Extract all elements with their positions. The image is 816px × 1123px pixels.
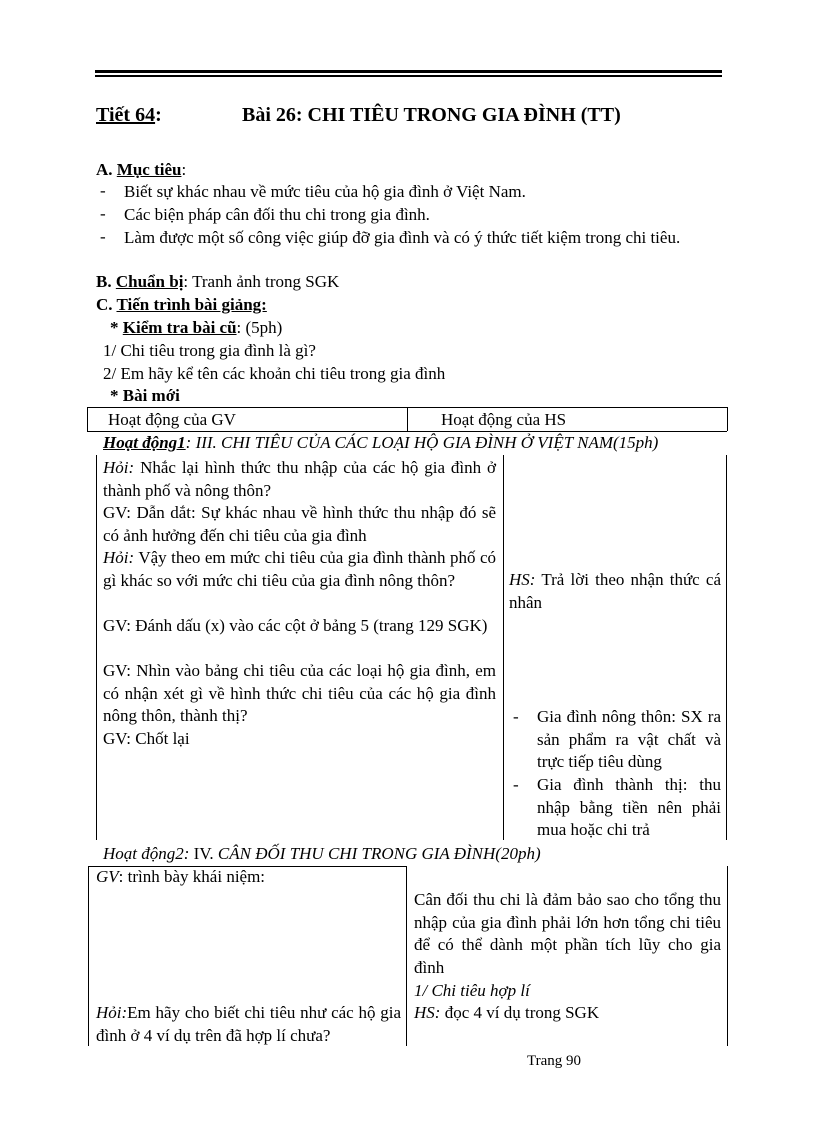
act2-gv-concept-text: : trình bày khái niệm: bbox=[118, 867, 266, 886]
activity-2-roman: IV. bbox=[189, 844, 218, 863]
act1-hs-answer bbox=[509, 569, 721, 614]
section-b-label: B. bbox=[96, 272, 116, 291]
table-line bbox=[406, 866, 407, 1046]
activity-2-title: CÂN ĐỐI THU CHI TRONG GIA ĐÌNH(20ph) bbox=[217, 844, 541, 863]
act2-hs-subheading: 1/ Chi tiêu hợp lí bbox=[414, 981, 530, 1000]
section-b bbox=[96, 271, 339, 293]
activity-2-label: Hoạt động2: bbox=[103, 844, 190, 863]
section-a-heading bbox=[96, 159, 186, 181]
question-lead: Hỏi: bbox=[96, 1003, 128, 1022]
act2-gv-concept bbox=[96, 866, 401, 889]
act1-gv-question-2 bbox=[103, 547, 496, 592]
act2-hs-read-text: đọc 4 ví dụ trong SGK bbox=[440, 1003, 600, 1022]
activity-2-heading bbox=[103, 843, 541, 865]
activity-1-label: Hoạt động1 bbox=[103, 433, 186, 452]
table-line bbox=[96, 455, 97, 840]
lesson-title: Bài 26: CHI TIÊU TRONG GIA ĐÌNH (TT) bbox=[242, 104, 621, 126]
activity-1-title: : III. CHI TIÊU CỦA CÁC LOẠI HỘ GIA ĐÌNH Ở VIỆT NAM(15ph) bbox=[185, 433, 659, 452]
act1-gv-conclusion: GV: Chốt lại bbox=[103, 729, 190, 748]
question-2: 2/ Em hãy kể tên các khoản chi tiêu trong gia đình bbox=[103, 364, 446, 383]
act1-gv-mark-table: GV: Đánh dấu (x) vào các cột ở bảng 5 (trang 129 SGK) bbox=[103, 616, 488, 635]
act1-hs-rural: Gia đình nông thôn: SX ra sản phẩm ra vật chất và trực tiếp tiêu dùng bbox=[537, 707, 721, 772]
act1-gv-question-1-text: Nhắc lại hình thức thu nhập của các hộ gia đình ở thành phố và nông thôn? bbox=[103, 458, 496, 500]
act1-hs-urban: Gia đình thành thị: thu nhập bằng tiền nên phải mua hoặc chi trả bbox=[537, 775, 721, 840]
act1-gv-question-1 bbox=[103, 457, 496, 502]
act2-gv-question-text: Em hãy cho biết chi tiêu như các hộ gia đình ở 4 ví dụ trên đã hợp lí chưa? bbox=[96, 1003, 401, 1045]
section-a-label: A. bbox=[96, 160, 117, 179]
act1-gv-question-2-text: Vậy theo em mức chi tiêu của gia đình thành phố có gì khác so với mức chi tiêu của gia đình nông thôn? bbox=[103, 548, 496, 590]
act1-gv-lead-in: GV: Dẫn dắt: Sự khác nhau về hình thức thu nhập đó sẽ có ảnh hưởng đến chi tiêu của gia đình bbox=[103, 503, 496, 545]
old-lesson-text: : (5ph) bbox=[236, 318, 283, 337]
section-a-title: Mục tiêu bbox=[116, 160, 182, 179]
top-rule-thin bbox=[95, 75, 722, 77]
objective-1: Biết sự khác nhau về mức tiêu của hộ gia đình ở Việt Nam. bbox=[124, 182, 526, 201]
column-hs-header: Hoạt động của HS bbox=[441, 410, 567, 429]
act2-hs-read bbox=[414, 1002, 721, 1025]
section-c-label: C. bbox=[96, 295, 117, 314]
bullet-dash: - bbox=[100, 227, 106, 246]
page-number: Trang 90 bbox=[527, 1053, 582, 1069]
question-1: 1/ Chi tiêu trong gia đình là gì? bbox=[103, 341, 316, 360]
old-lesson bbox=[110, 317, 282, 339]
question-lead: Hỏi: bbox=[103, 458, 135, 477]
objective-2: Các biện pháp cân đối thu chi trong gia đình. bbox=[124, 205, 430, 224]
section-a-colon: : bbox=[181, 160, 187, 179]
column-gv-header: Hoạt động của GV bbox=[108, 410, 236, 429]
table-line bbox=[87, 407, 88, 431]
table-line bbox=[88, 866, 89, 1046]
bullet-dash: - bbox=[513, 775, 519, 794]
top-rule bbox=[95, 70, 722, 73]
question-lead: Hỏi: bbox=[103, 548, 135, 567]
lesson-number bbox=[96, 104, 162, 127]
section-c bbox=[96, 294, 267, 316]
bullet-dash: - bbox=[100, 204, 106, 223]
objective-3: Làm được một số công việc giúp đỡ gia đình và có ý thức tiết kiệm trong chi tiêu. bbox=[124, 228, 681, 247]
act2-hs-definition: Cân đối thu chi là đảm bảo sao cho tổng thu nhập của gia đình phải lớn hơn tổng chi tiêu để có thể dành một phần tích lũy cho gia đình bbox=[414, 890, 721, 978]
new-lesson: * Bài mới bbox=[110, 386, 180, 405]
bullet-dash: - bbox=[513, 707, 519, 726]
act1-gv-question-3: GV: Nhìn vào bảng chi tiêu của các loại hộ gia đình, em có nhận xét gì về hình thức chi tiêu của các hộ gia đình nông thôn, thành thị? bbox=[103, 661, 496, 726]
hs-lead: HS: bbox=[414, 1003, 441, 1022]
hs-lead: HS: bbox=[509, 570, 536, 589]
lesson-colon: : bbox=[155, 104, 162, 126]
section-c-title: Tiến trình bài giảng: bbox=[116, 295, 267, 314]
section-b-text: : Tranh ảnh trong SGK bbox=[183, 272, 340, 291]
gv-lead: GV bbox=[96, 867, 119, 886]
table-line bbox=[503, 455, 504, 840]
act2-gv-question bbox=[96, 1002, 401, 1047]
lesson-number-text: Tiết 64 bbox=[96, 104, 156, 126]
activity-1-heading bbox=[103, 432, 658, 454]
old-lesson-star: * bbox=[110, 318, 123, 337]
old-lesson-heading: Kiểm tra bài cũ bbox=[122, 318, 237, 337]
section-b-title: Chuẩn bị bbox=[115, 272, 184, 291]
act1-hs-answer-text: Trả lời theo nhận thức cá nhân bbox=[509, 570, 721, 612]
bullet-dash: - bbox=[100, 181, 106, 200]
table-line bbox=[407, 407, 408, 431]
table-line bbox=[727, 866, 728, 1046]
table-line bbox=[726, 455, 727, 840]
table-line bbox=[727, 407, 728, 431]
